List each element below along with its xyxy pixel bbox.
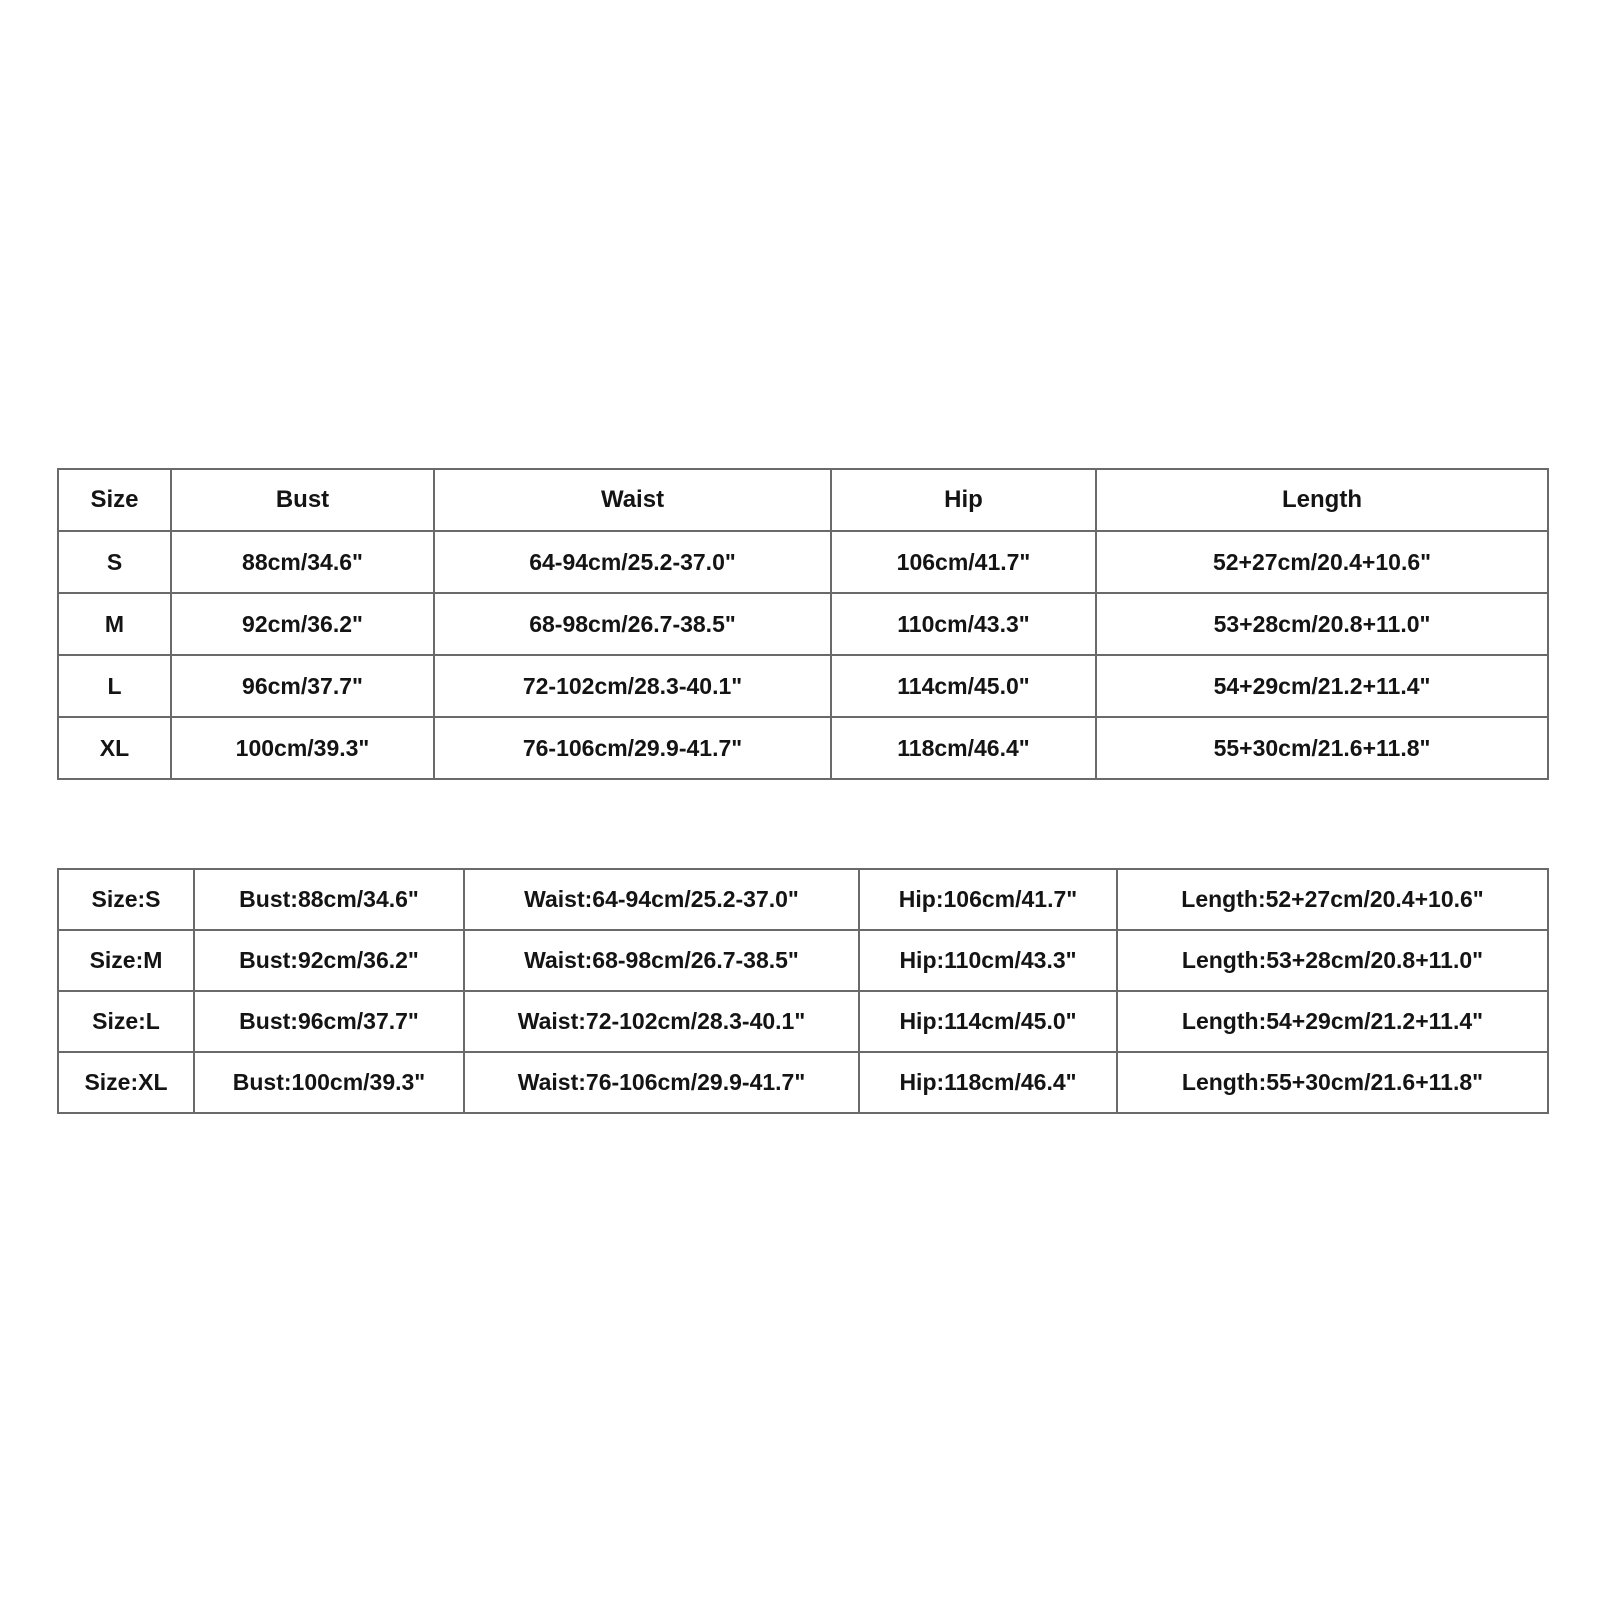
cell-waist: Waist:72-102cm/28.3-40.1" xyxy=(464,991,859,1052)
cell-hip: 110cm/43.3" xyxy=(831,593,1096,655)
column-header-waist: Waist xyxy=(434,469,831,531)
column-header-hip: Hip xyxy=(831,469,1096,531)
cell-size: XL xyxy=(58,717,171,779)
size-table-headered xyxy=(57,468,1549,780)
cell-size: M xyxy=(58,593,171,655)
table-row-l xyxy=(58,991,1548,1052)
cell-bust: 96cm/37.7" xyxy=(171,655,434,717)
cell-length: Length:54+29cm/21.2+11.4" xyxy=(1117,991,1548,1052)
header-row xyxy=(58,469,1548,531)
cell-size: Size:S xyxy=(58,869,194,930)
table-row-s xyxy=(58,869,1548,930)
cell-waist: 76-106cm/29.9-41.7" xyxy=(434,717,831,779)
table-row-l xyxy=(58,655,1548,717)
cell-hip: Hip:106cm/41.7" xyxy=(859,869,1117,930)
cell-bust: 92cm/36.2" xyxy=(171,593,434,655)
column-header-bust: Bust xyxy=(171,469,434,531)
cell-hip: 106cm/41.7" xyxy=(831,531,1096,593)
table-row-s xyxy=(58,531,1548,593)
cell-size: S xyxy=(58,531,171,593)
cell-hip: Hip:110cm/43.3" xyxy=(859,930,1117,991)
cell-bust: Bust:100cm/39.3" xyxy=(194,1052,464,1113)
cell-hip: Hip:114cm/45.0" xyxy=(859,991,1117,1052)
cell-length: Length:55+30cm/21.6+11.8" xyxy=(1117,1052,1548,1113)
table-row-m xyxy=(58,930,1548,991)
column-header-length: Length xyxy=(1096,469,1548,531)
cell-waist: Waist:76-106cm/29.9-41.7" xyxy=(464,1052,859,1113)
cell-length: Length:53+28cm/20.8+11.0" xyxy=(1117,930,1548,991)
cell-bust: 88cm/34.6" xyxy=(171,531,434,593)
cell-size: Size:M xyxy=(58,930,194,991)
column-header-size: Size xyxy=(58,469,171,531)
cell-waist: Waist:64-94cm/25.2-37.0" xyxy=(464,869,859,930)
cell-size: L xyxy=(58,655,171,717)
cell-length: 54+29cm/21.2+11.4" xyxy=(1096,655,1548,717)
cell-waist: 64-94cm/25.2-37.0" xyxy=(434,531,831,593)
cell-bust: Bust:88cm/34.6" xyxy=(194,869,464,930)
cell-length: 52+27cm/20.4+10.6" xyxy=(1096,531,1548,593)
cell-hip: Hip:118cm/46.4" xyxy=(859,1052,1117,1113)
cell-size: Size:L xyxy=(58,991,194,1052)
cell-bust: Bust:96cm/37.7" xyxy=(194,991,464,1052)
cell-hip: 114cm/45.0" xyxy=(831,655,1096,717)
cell-waist: 68-98cm/26.7-38.5" xyxy=(434,593,831,655)
cell-hip: 118cm/46.4" xyxy=(831,717,1096,779)
table-row-xl xyxy=(58,717,1548,779)
cell-waist: Waist:68-98cm/26.7-38.5" xyxy=(464,930,859,991)
cell-length: 55+30cm/21.6+11.8" xyxy=(1096,717,1548,779)
table-row-m xyxy=(58,593,1548,655)
cell-length: Length:52+27cm/20.4+10.6" xyxy=(1117,869,1548,930)
cell-size: Size:XL xyxy=(58,1052,194,1113)
cell-waist: 72-102cm/28.3-40.1" xyxy=(434,655,831,717)
table-row-xl xyxy=(58,1052,1548,1113)
cell-bust: 100cm/39.3" xyxy=(171,717,434,779)
cell-length: 53+28cm/20.8+11.0" xyxy=(1096,593,1548,655)
size-table-labeled xyxy=(57,868,1549,1114)
cell-bust: Bust:92cm/36.2" xyxy=(194,930,464,991)
